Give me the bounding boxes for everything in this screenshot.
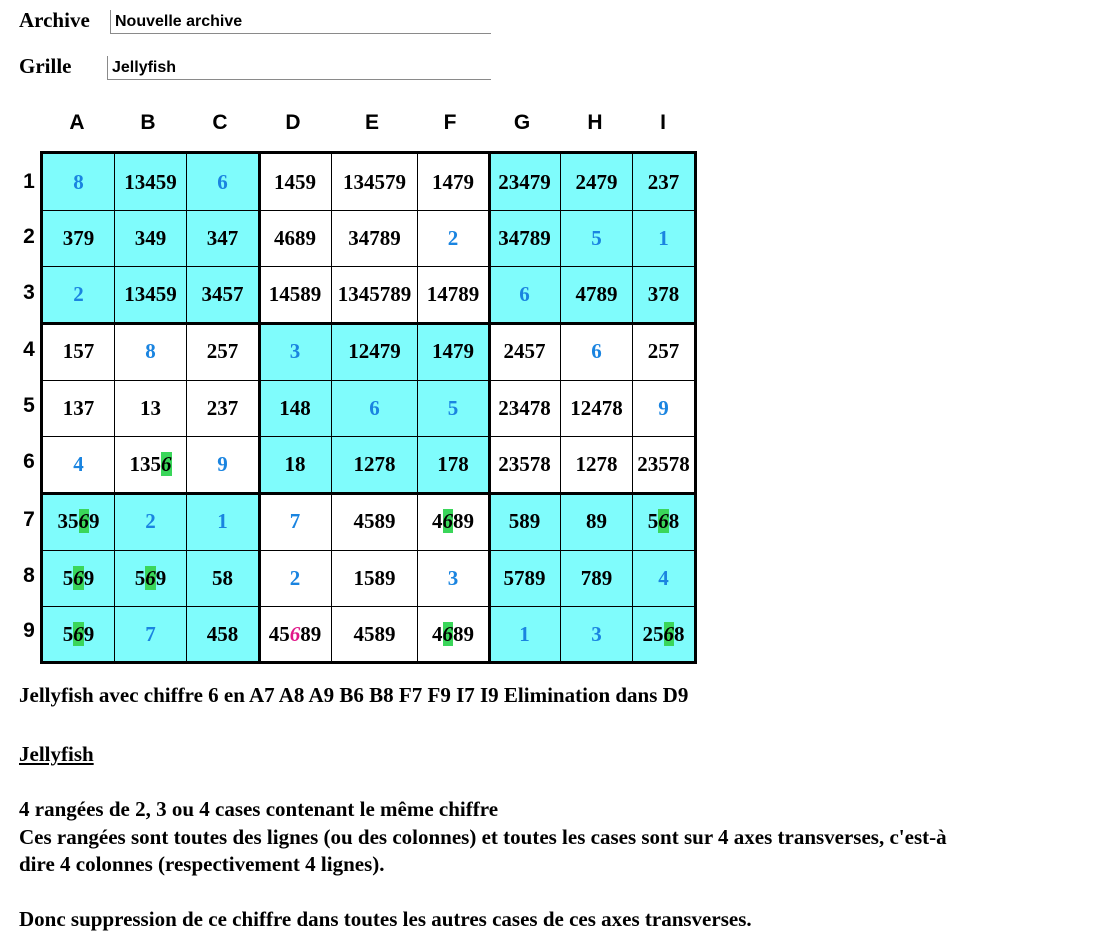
column-header-f: F xyxy=(443,111,457,134)
cell-f6[interactable] xyxy=(418,437,489,493)
cell-b4[interactable] xyxy=(115,323,187,381)
cell-value: 6 xyxy=(369,396,380,420)
cell-c3[interactable] xyxy=(187,267,259,323)
highlighted-digit: 6 xyxy=(658,509,669,533)
grille-input[interactable] xyxy=(107,56,491,80)
cell-value: 3 xyxy=(289,339,301,363)
cell-d8[interactable] xyxy=(259,551,332,607)
cell-value: 14589 xyxy=(268,282,322,306)
cell-value: 1278 xyxy=(575,452,618,476)
cell-a4[interactable] xyxy=(43,323,115,381)
row-header-7: 7 xyxy=(23,508,35,531)
cell-g6[interactable] xyxy=(489,437,561,493)
cell-h1[interactable] xyxy=(561,154,633,211)
cell-e4[interactable] xyxy=(332,323,418,381)
cell-value: 4589 xyxy=(353,509,396,533)
cell-f7[interactable] xyxy=(418,493,489,551)
cell-value: 178 xyxy=(437,452,469,476)
cell-e2[interactable] xyxy=(332,211,418,267)
eliminated-digit: 6 xyxy=(289,621,301,646)
row-header-1: 1 xyxy=(23,170,35,193)
cell-value: 237 xyxy=(647,169,680,194)
cell-a5[interactable] xyxy=(43,381,115,437)
cell-g5[interactable] xyxy=(489,381,561,437)
cell-i8[interactable] xyxy=(633,551,694,607)
cell-value: 379 xyxy=(62,226,95,250)
column-header-g: G xyxy=(513,111,531,134)
cell-g1[interactable] xyxy=(489,154,561,211)
cell-b9[interactable] xyxy=(115,607,187,661)
cell-value: 1356 xyxy=(129,452,172,476)
cell-value: 8 xyxy=(145,339,156,363)
archive-input[interactable] xyxy=(110,10,491,34)
cell-i3[interactable] xyxy=(633,267,694,323)
cell-value: 4589 xyxy=(353,621,396,646)
cell-h2[interactable] xyxy=(561,211,633,267)
cell-a9[interactable] xyxy=(43,607,115,661)
highlighted-digit: 6 xyxy=(161,452,172,476)
cell-e9[interactable] xyxy=(332,607,418,661)
cell-value: 347 xyxy=(206,226,239,250)
cell-b1[interactable] xyxy=(115,154,187,211)
cell-e8[interactable] xyxy=(332,551,418,607)
cell-c6[interactable] xyxy=(187,437,259,493)
column-header-d: D xyxy=(285,111,301,134)
explanation-line-2: Ces rangées sont toutes des lignes (ou des colonnes) et toutes les cases sont sur 4 axes transverses, c'est-à xyxy=(19,825,947,849)
cell-value: 1479 xyxy=(432,339,474,363)
cell-g7[interactable] xyxy=(489,493,561,551)
cell-value: 4689 xyxy=(432,509,474,533)
cell-g4[interactable] xyxy=(489,323,561,381)
cell-d1[interactable] xyxy=(259,154,332,211)
cell-g9[interactable] xyxy=(489,607,561,661)
cell-value: 378 xyxy=(647,282,680,306)
column-header-i: I xyxy=(660,111,666,134)
cell-d7[interactable] xyxy=(259,493,332,551)
cell-i4[interactable] xyxy=(633,323,694,381)
cell-c9[interactable] xyxy=(187,607,259,661)
cell-c5[interactable] xyxy=(187,381,259,437)
cell-value: 2479 xyxy=(575,169,618,194)
cell-value: 13 xyxy=(140,396,161,420)
column-header-c: C xyxy=(212,111,228,134)
cell-f9[interactable] xyxy=(418,607,489,661)
cell-h7[interactable] xyxy=(561,493,633,551)
cell-value: 4689 xyxy=(432,621,474,646)
row-header-4: 4 xyxy=(23,338,35,361)
cell-c7[interactable] xyxy=(187,493,259,551)
row-header-2: 2 xyxy=(23,225,35,248)
cell-c8[interactable] xyxy=(187,551,259,607)
cell-value: 2568 xyxy=(642,621,685,646)
cell-value: 1 xyxy=(658,226,669,250)
row-header-5: 5 xyxy=(23,394,35,417)
cell-i6[interactable] xyxy=(633,437,694,493)
archive-label: Archive xyxy=(19,8,90,32)
cell-d5[interactable] xyxy=(259,381,332,437)
box-separator-horizontal xyxy=(43,492,694,495)
cell-h6[interactable] xyxy=(561,437,633,493)
highlighted-digit: 6 xyxy=(78,509,89,533)
box-separator-vertical xyxy=(488,154,491,661)
column-header-b: B xyxy=(140,111,156,134)
cell-value: 4789 xyxy=(575,282,618,306)
cell-value: 1 xyxy=(519,621,530,646)
cell-h8[interactable] xyxy=(561,551,633,607)
cell-value: 89 xyxy=(586,509,607,533)
cell-d6[interactable] xyxy=(259,437,332,493)
cell-value: 9 xyxy=(217,452,228,476)
cell-a3[interactable] xyxy=(43,267,115,323)
cell-i2[interactable] xyxy=(633,211,694,267)
cell-value: 6 xyxy=(519,282,530,306)
cell-value: 569 xyxy=(134,566,167,590)
cell-f1[interactable] xyxy=(418,154,489,211)
cell-value: 2457 xyxy=(503,339,546,363)
cell-value: 18 xyxy=(284,452,306,476)
cell-h9[interactable] xyxy=(561,607,633,661)
row-header-8: 8 xyxy=(23,564,35,587)
cell-g2[interactable] xyxy=(489,211,561,267)
cell-i5[interactable] xyxy=(633,381,694,437)
cell-value: 148 xyxy=(279,396,311,420)
cell-value: 257 xyxy=(647,339,680,363)
cell-value: 1479 xyxy=(432,169,474,194)
explanation-line-1: 4 rangées de 2, 3 ou 4 cases contenant le même chiffre xyxy=(19,797,499,821)
grille-label: Grille xyxy=(19,54,72,78)
row-header-3: 3 xyxy=(23,281,35,304)
cell-value: 4689 xyxy=(274,226,316,250)
cell-value: 569 xyxy=(62,566,95,590)
section-heading: Jellyfish xyxy=(19,742,94,766)
cell-value: 45689 xyxy=(268,621,322,646)
cell-value: 6 xyxy=(591,339,602,363)
cell-h5[interactable] xyxy=(561,381,633,437)
cell-c2[interactable] xyxy=(187,211,259,267)
cell-value: 23478 xyxy=(498,396,551,420)
cell-b7[interactable] xyxy=(115,493,187,551)
cell-value: 2 xyxy=(447,226,459,250)
cell-f8[interactable] xyxy=(418,551,489,607)
cell-value: 349 xyxy=(134,226,167,250)
cell-g8[interactable] xyxy=(489,551,561,607)
cell-value: 58 xyxy=(212,566,233,590)
cell-c4[interactable] xyxy=(187,323,259,381)
explanation-line-4: Donc suppression de ce chiffre dans toutes les autres cases de ces axes transverses. xyxy=(19,907,752,931)
cell-b8[interactable] xyxy=(115,551,187,607)
cell-b2[interactable] xyxy=(115,211,187,267)
highlighted-digit: 6 xyxy=(73,621,84,646)
cell-value: 137 xyxy=(62,396,95,420)
cell-b3[interactable] xyxy=(115,267,187,323)
cell-a2[interactable] xyxy=(43,211,115,267)
row-header-9: 9 xyxy=(23,619,35,642)
column-header-e: E xyxy=(364,111,379,134)
cell-f4[interactable] xyxy=(418,323,489,381)
highlighted-digit: 6 xyxy=(442,509,453,533)
cell-value: 34789 xyxy=(348,226,401,250)
cell-a6[interactable] xyxy=(43,437,115,493)
cell-value: 14789 xyxy=(426,282,480,306)
cell-value: 134579 xyxy=(343,169,406,194)
cell-a8[interactable] xyxy=(43,551,115,607)
cell-value: 3 xyxy=(447,566,459,590)
cell-b6[interactable] xyxy=(115,437,187,493)
cell-g3[interactable] xyxy=(489,267,561,323)
highlighted-digit: 6 xyxy=(73,566,84,590)
cell-d2[interactable] xyxy=(259,211,332,267)
cell-value: 157 xyxy=(62,339,95,363)
cell-value: 1589 xyxy=(353,566,396,590)
cell-value: 23479 xyxy=(498,169,551,194)
cell-value: 2 xyxy=(73,282,84,306)
cell-value: 23578 xyxy=(498,452,551,476)
column-header-h: H xyxy=(587,111,603,134)
cell-e1[interactable] xyxy=(332,154,418,211)
cell-e5[interactable] xyxy=(332,381,418,437)
cell-f5[interactable] xyxy=(418,381,489,437)
cell-value: 1278 xyxy=(353,452,396,476)
cell-value: 7 xyxy=(289,509,301,533)
cell-value: 4 xyxy=(658,566,669,590)
cell-value: 2 xyxy=(289,566,301,590)
cell-i1[interactable] xyxy=(633,154,694,211)
cell-value: 237 xyxy=(206,396,239,420)
cell-value: 12479 xyxy=(348,339,401,363)
cell-d9[interactable] xyxy=(259,607,332,661)
cell-value: 1459 xyxy=(274,169,316,194)
column-header-a: A xyxy=(69,111,85,134)
cell-value: 4 xyxy=(73,452,84,476)
cell-h3[interactable] xyxy=(561,267,633,323)
cell-value: 458 xyxy=(206,621,239,646)
cell-d3[interactable] xyxy=(259,267,332,323)
summary-text: Jellyfish avec chiffre 6 en A7 A8 A9 B6 B8 F7 F9 I7 I9 Elimination dans D9 xyxy=(19,683,689,707)
highlighted-digit: 6 xyxy=(442,621,453,646)
sudoku-grid xyxy=(40,151,697,664)
cell-value: 5 xyxy=(591,226,602,250)
cell-value: 13459 xyxy=(124,282,177,306)
cell-e3[interactable] xyxy=(332,267,418,323)
cell-value: 3569 xyxy=(57,509,100,533)
cell-e6[interactable] xyxy=(332,437,418,493)
highlighted-digit: 6 xyxy=(663,621,674,646)
cell-e7[interactable] xyxy=(332,493,418,551)
cell-value: 13459 xyxy=(124,169,177,194)
cell-value: 2 xyxy=(145,509,156,533)
explanation-line-3: dire 4 colonnes (respectivement 4 lignes). xyxy=(19,852,385,876)
cell-value: 34789 xyxy=(498,226,551,250)
cell-h4[interactable] xyxy=(561,323,633,381)
cell-value: 12478 xyxy=(570,396,623,420)
cell-value: 23578 xyxy=(637,452,690,476)
cell-b5[interactable] xyxy=(115,381,187,437)
cell-f2[interactable] xyxy=(418,211,489,267)
cell-c1[interactable] xyxy=(187,154,259,211)
box-separator-vertical xyxy=(258,154,261,661)
row-header-6: 6 xyxy=(23,450,35,473)
cell-value: 1 xyxy=(217,509,228,533)
box-separator-horizontal xyxy=(43,322,694,325)
cell-value: 7 xyxy=(145,621,156,646)
cell-value: 8 xyxy=(73,169,84,194)
cell-a7[interactable] xyxy=(43,493,115,551)
highlighted-digit: 6 xyxy=(145,566,156,590)
cell-value: 9 xyxy=(658,396,669,420)
cell-f3[interactable] xyxy=(418,267,489,323)
cell-value: 568 xyxy=(647,509,680,533)
cell-value: 3 xyxy=(591,621,602,646)
cell-i9[interactable] xyxy=(633,607,694,661)
cell-value: 5789 xyxy=(503,566,546,590)
cell-value: 569 xyxy=(62,621,95,646)
cell-i7[interactable] xyxy=(633,493,694,551)
cell-a1[interactable] xyxy=(43,154,115,211)
cell-value: 6 xyxy=(217,169,228,194)
cell-value: 257 xyxy=(206,339,239,363)
cell-value: 1345789 xyxy=(337,282,412,306)
cell-value: 3457 xyxy=(201,282,244,306)
cell-value: 789 xyxy=(580,566,613,590)
cell-value: 589 xyxy=(508,509,541,533)
cell-d4[interactable] xyxy=(259,323,332,381)
cell-value: 5 xyxy=(447,396,459,420)
